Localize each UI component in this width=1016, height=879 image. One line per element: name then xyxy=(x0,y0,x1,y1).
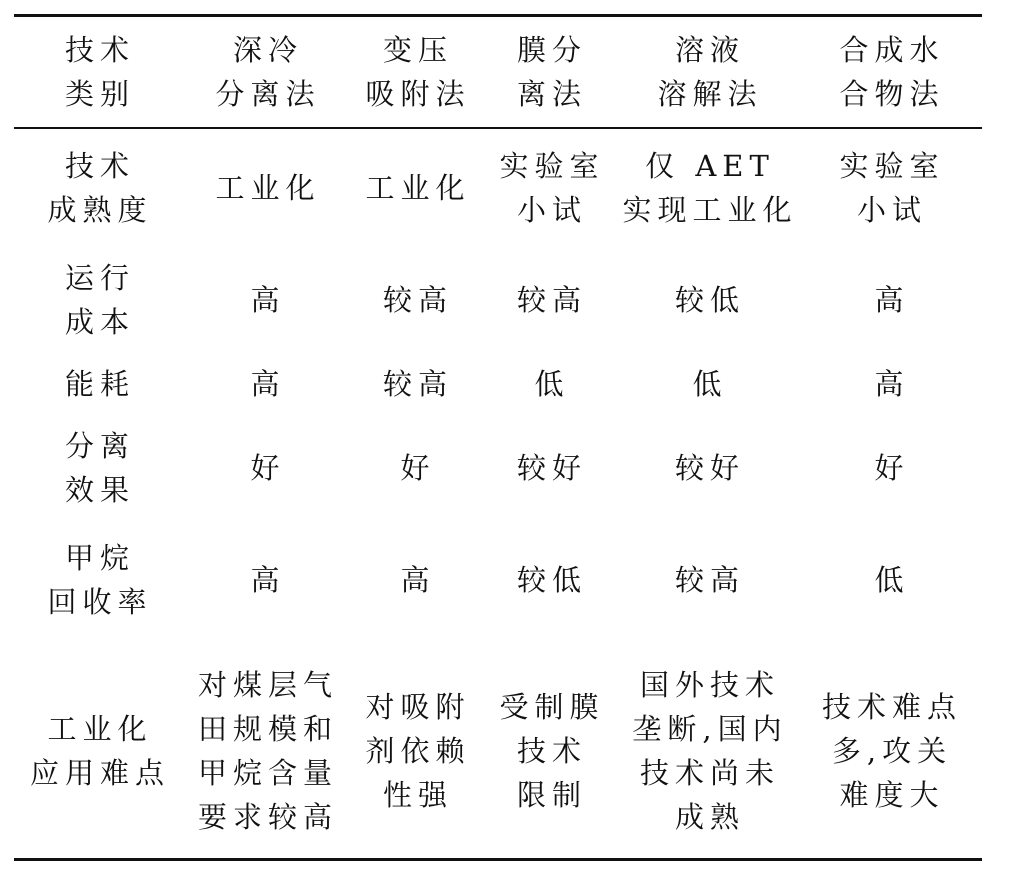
cell-text xyxy=(517,278,587,322)
table-cell xyxy=(618,656,802,846)
cell-line: 要求较高 xyxy=(197,800,338,834)
cell-text xyxy=(499,144,604,232)
cell-line: 低 xyxy=(534,367,570,401)
cell-text xyxy=(215,28,320,116)
table-cell xyxy=(186,352,350,416)
table-cell xyxy=(350,532,486,628)
cell-text xyxy=(250,362,285,406)
row-label-cell xyxy=(14,140,186,236)
cell-line: 技术难点 xyxy=(821,690,962,724)
cell-line: 合成水 xyxy=(839,33,945,67)
cell-line: 类别 xyxy=(64,77,135,111)
cell-line: 甲烷含量 xyxy=(197,756,338,790)
cell-line: 分离法 xyxy=(215,77,321,111)
cell-text xyxy=(215,166,320,210)
table-bottom-rule xyxy=(14,858,982,861)
cell-text xyxy=(692,362,727,406)
cell-text xyxy=(250,446,285,490)
table-cell xyxy=(486,420,618,516)
cell-text xyxy=(632,663,787,839)
cell-text xyxy=(65,362,135,406)
table-cell xyxy=(802,252,982,348)
cell-text xyxy=(675,446,745,490)
cell-text xyxy=(517,558,587,602)
table-cell xyxy=(186,140,350,236)
cell-text xyxy=(839,144,944,232)
cell-line: 仅 AET xyxy=(645,149,775,183)
row-label-cell xyxy=(14,532,186,628)
cell-line: 高 xyxy=(400,563,436,597)
cell-line: 高 xyxy=(874,283,910,317)
cell-line: 运行 xyxy=(64,261,135,295)
cell-line: 合物法 xyxy=(839,77,945,111)
row-label-cell xyxy=(14,656,186,846)
cell-line: 好 xyxy=(400,451,436,485)
cell-line: 难度大 xyxy=(839,778,945,812)
cell-text xyxy=(65,28,135,116)
cell-line: 效果 xyxy=(64,473,135,507)
cell-line: 高 xyxy=(250,563,286,597)
cell-line: 较高 xyxy=(382,283,453,317)
cell-line: 膜分 xyxy=(516,33,587,67)
cell-text xyxy=(365,28,470,116)
table-cell xyxy=(802,532,982,628)
table-cell xyxy=(186,420,350,516)
cell-line: 低 xyxy=(874,563,910,597)
cell-line: 小试 xyxy=(856,193,927,227)
cell-line: 甲烷 xyxy=(64,541,135,575)
cell-line: 吸附法 xyxy=(365,77,471,111)
table-cell xyxy=(486,656,618,846)
cell-line: 技术 xyxy=(64,149,135,183)
table-cell xyxy=(802,656,982,846)
cell-text xyxy=(874,278,909,322)
cell-line: 剂依赖 xyxy=(365,734,471,768)
table-cell xyxy=(350,140,486,236)
table-cell xyxy=(350,656,486,846)
table-cell xyxy=(350,352,486,416)
cell-text xyxy=(47,536,152,624)
cell-line: 国外技术 xyxy=(639,668,780,702)
cell-line: 高 xyxy=(250,283,286,317)
cell-line: 成熟 xyxy=(674,800,745,834)
table-cell xyxy=(802,352,982,416)
table-cell xyxy=(486,532,618,628)
cell-text xyxy=(365,166,470,210)
cell-line: 技术 xyxy=(64,33,135,67)
cell-line: 小试 xyxy=(516,193,587,227)
cell-line: 实现工业化 xyxy=(622,193,798,227)
header-cell xyxy=(186,22,350,122)
cell-text xyxy=(400,446,435,490)
cell-line: 较高 xyxy=(516,283,587,317)
cell-line: 较高 xyxy=(382,367,453,401)
cell-text xyxy=(250,558,285,602)
cell-line: 较低 xyxy=(516,563,587,597)
cell-line: 实验室 xyxy=(839,149,945,183)
cell-text xyxy=(874,558,909,602)
cell-line: 溶解法 xyxy=(657,77,763,111)
cell-text xyxy=(383,362,453,406)
cell-text xyxy=(839,28,944,116)
table-cell xyxy=(486,352,618,416)
cell-text xyxy=(657,28,762,116)
cell-text xyxy=(874,362,909,406)
cell-line: 离法 xyxy=(516,77,587,111)
cell-line: 性强 xyxy=(382,778,453,812)
table-cell xyxy=(350,252,486,348)
cell-line: 垄断,国内 xyxy=(632,712,788,746)
cell-text xyxy=(499,685,604,817)
cell-line: 技术 xyxy=(516,734,587,768)
cell-text xyxy=(65,424,135,512)
table-cell xyxy=(486,140,618,236)
cell-line: 受制膜 xyxy=(499,690,605,724)
cell-text xyxy=(517,446,587,490)
cell-line: 成熟度 xyxy=(47,193,153,227)
table-cell xyxy=(618,420,802,516)
cell-line: 成本 xyxy=(64,305,135,339)
cell-text xyxy=(198,663,338,839)
cell-line: 高 xyxy=(250,367,286,401)
cell-line: 较高 xyxy=(674,563,745,597)
cell-line: 溶液 xyxy=(674,33,745,67)
header-cell xyxy=(618,22,802,122)
cell-line: 工业化 xyxy=(47,712,153,746)
cell-line: 田规模和 xyxy=(197,712,338,746)
table-cell xyxy=(186,532,350,628)
cell-text xyxy=(250,278,285,322)
cell-text xyxy=(517,28,587,116)
row-label-cell xyxy=(14,352,186,416)
cell-line: 工业化 xyxy=(365,171,471,205)
cell-line: 对煤层气 xyxy=(197,668,338,702)
cell-line: 回收率 xyxy=(47,585,153,619)
table-cell xyxy=(618,140,802,236)
cell-line: 高 xyxy=(874,367,910,401)
cell-text xyxy=(534,362,569,406)
table-cell xyxy=(802,140,982,236)
cell-line: 深冷 xyxy=(232,33,303,67)
cell-line: 多,攻关 xyxy=(831,734,953,768)
cell-line: 能耗 xyxy=(64,367,135,401)
table-cell xyxy=(350,420,486,516)
header-cell xyxy=(14,22,186,122)
cell-text xyxy=(365,685,470,817)
cell-text xyxy=(622,144,797,232)
cell-line: 好 xyxy=(250,451,286,485)
cell-text xyxy=(400,558,435,602)
cell-text xyxy=(874,446,909,490)
cell-line: 技术尚未 xyxy=(639,756,780,790)
table-cell xyxy=(802,420,982,516)
cell-text xyxy=(47,144,152,232)
cell-text xyxy=(822,685,962,817)
header-cell xyxy=(486,22,618,122)
table-cell xyxy=(618,352,802,416)
cell-text xyxy=(65,256,135,344)
cell-line: 好 xyxy=(874,451,910,485)
table-cell xyxy=(618,532,802,628)
row-label-cell xyxy=(14,420,186,516)
cell-line: 较好 xyxy=(674,451,745,485)
cell-line: 应用难点 xyxy=(29,756,170,790)
table-cell xyxy=(618,252,802,348)
cell-line: 实验室 xyxy=(499,149,605,183)
cell-text xyxy=(675,558,745,602)
table-top-rule xyxy=(14,14,982,17)
cell-line: 限制 xyxy=(516,778,587,812)
cell-line: 较低 xyxy=(674,283,745,317)
row-label-cell xyxy=(14,252,186,348)
cell-text xyxy=(30,707,170,795)
table-cell xyxy=(186,656,350,846)
cell-text xyxy=(675,278,745,322)
table-header-rule xyxy=(14,127,982,129)
header-cell xyxy=(802,22,982,122)
cell-line: 变压 xyxy=(382,33,453,67)
cell-line: 工业化 xyxy=(215,171,321,205)
cell-line: 低 xyxy=(692,367,728,401)
header-cell xyxy=(350,22,486,122)
cell-line: 对吸附 xyxy=(365,690,471,724)
table-cell xyxy=(186,252,350,348)
cell-line: 分离 xyxy=(64,429,135,463)
cell-line: 较好 xyxy=(516,451,587,485)
cell-text xyxy=(383,278,453,322)
table-cell xyxy=(486,252,618,348)
